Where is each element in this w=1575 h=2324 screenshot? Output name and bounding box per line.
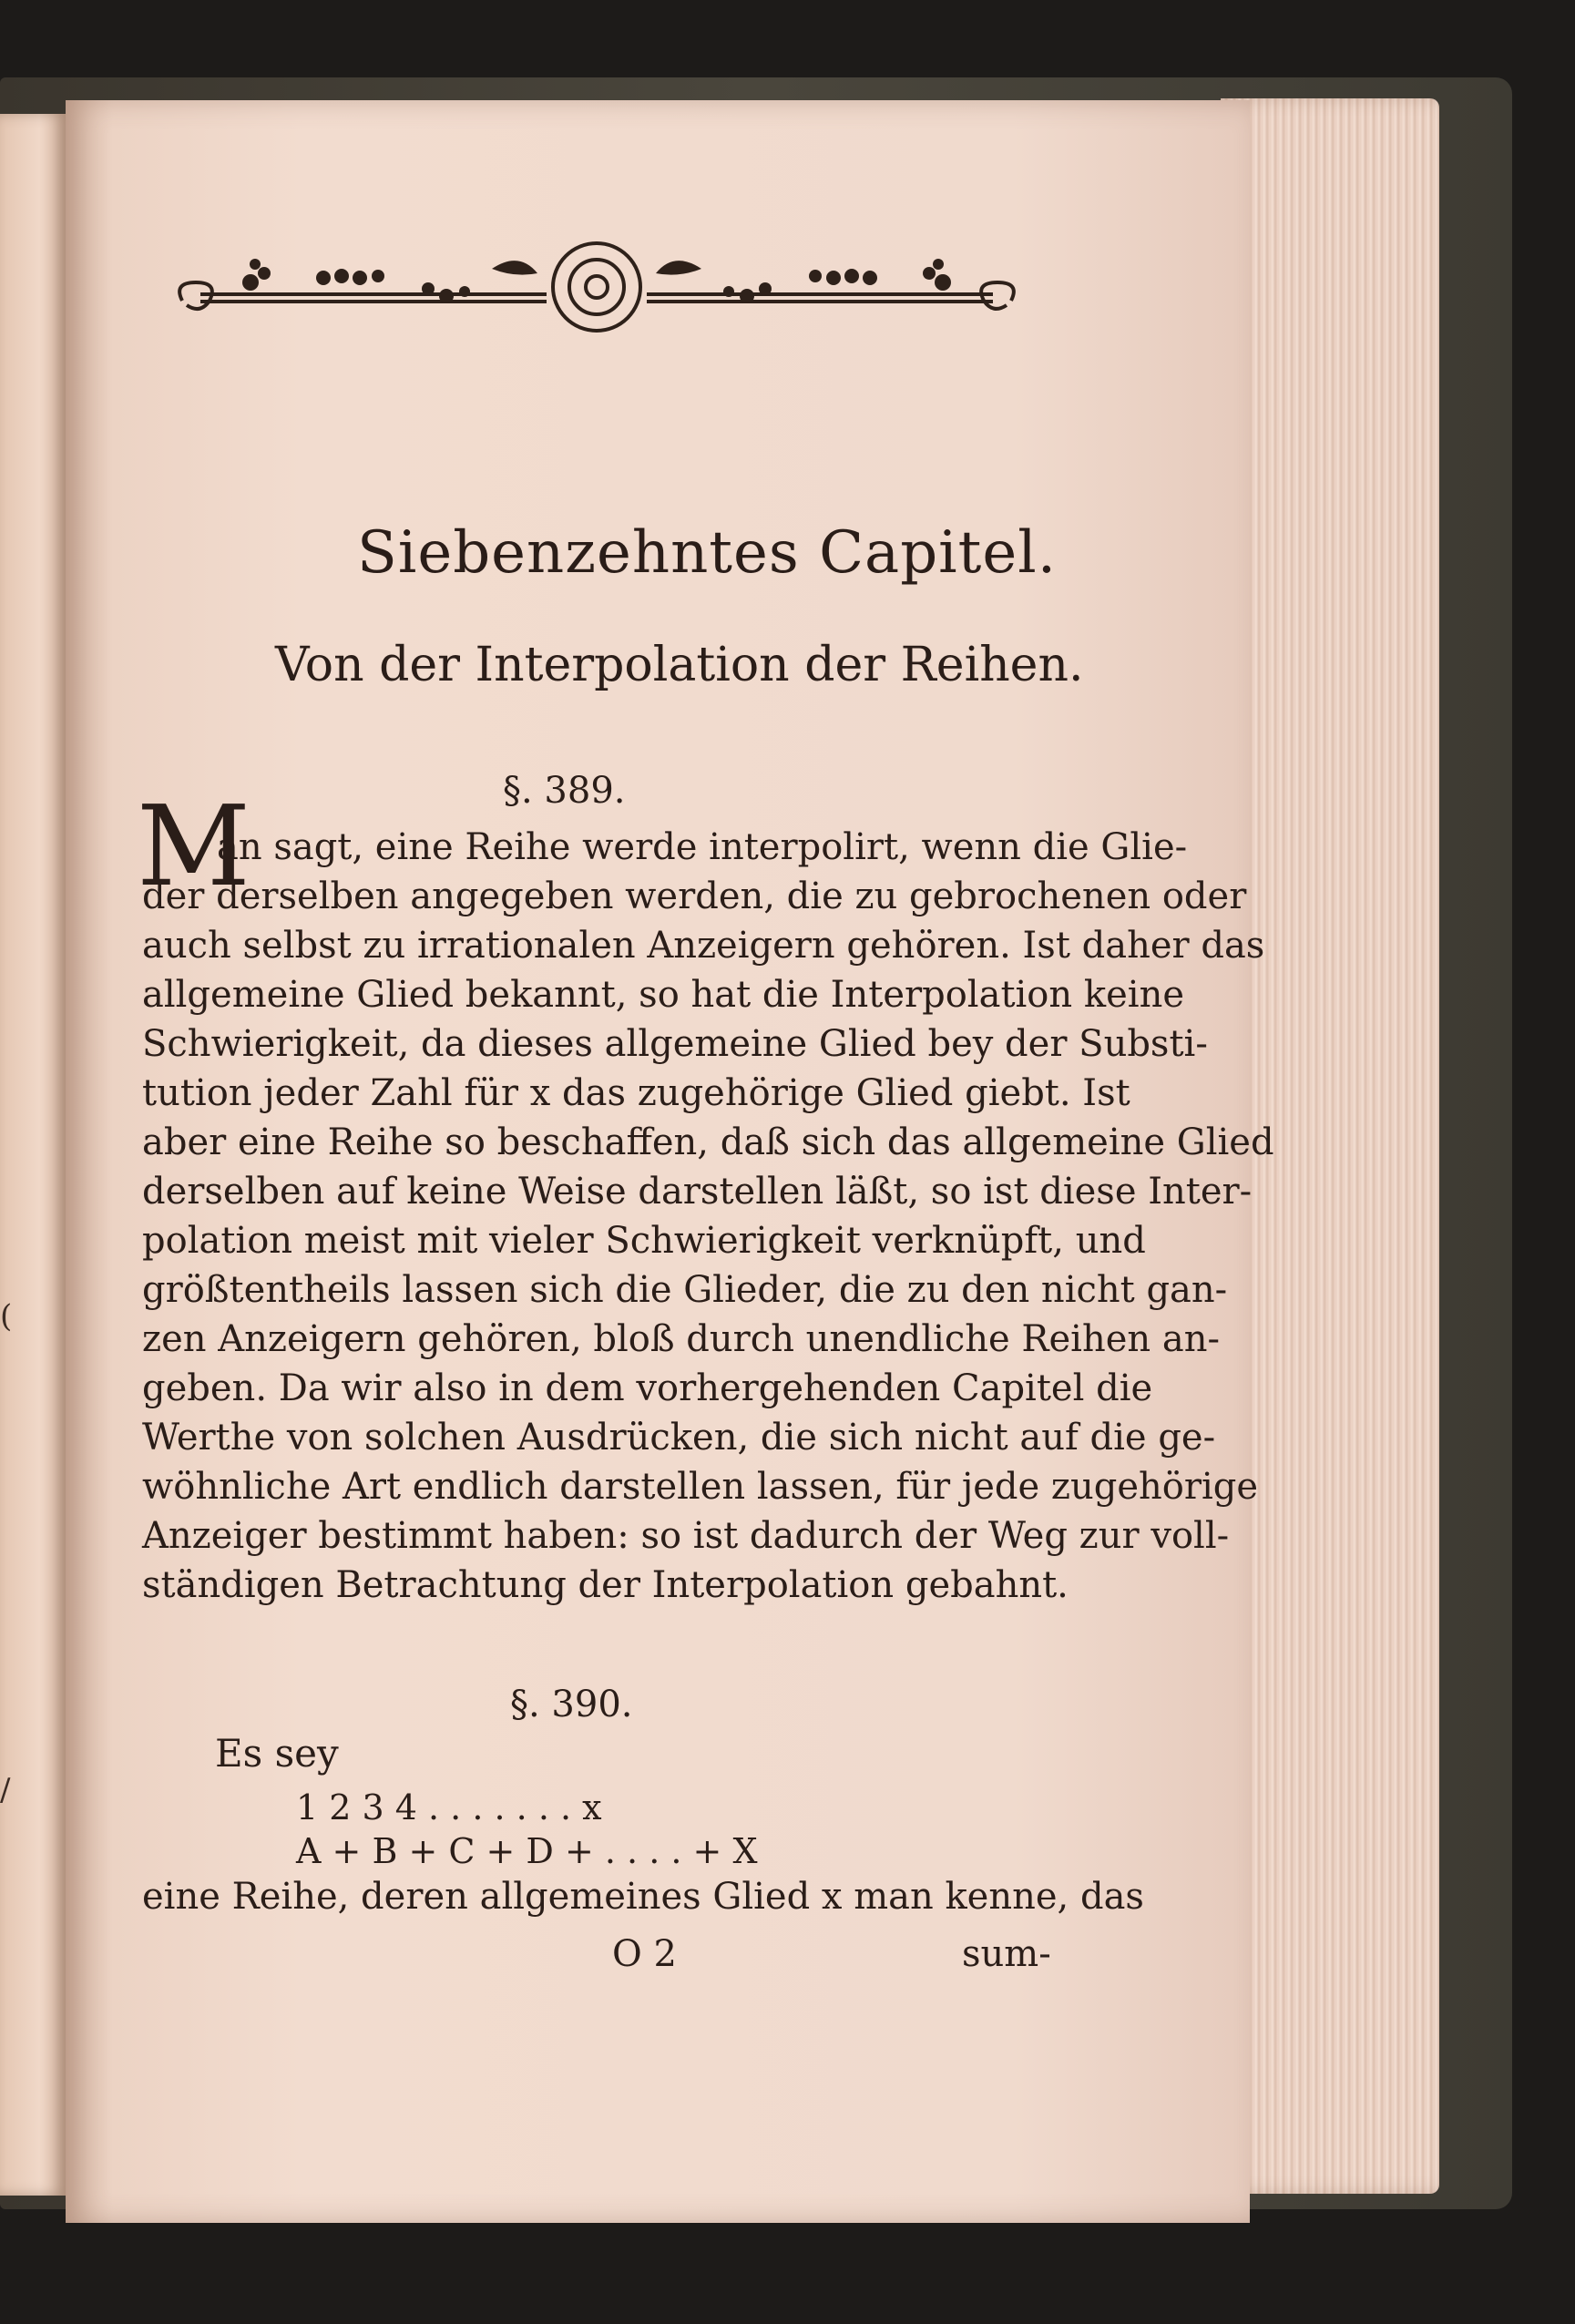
series-row: A + B + C + D + . . . . + X — [296, 1831, 758, 1871]
body-line: aber eine Reihe so beschaffen, daß sich das allgemeine Glied — [142, 1121, 1274, 1163]
index-row: 1 2 3 4 . . . . . . . x — [296, 1787, 602, 1827]
left-page-edge — [0, 114, 66, 2196]
body-line: größtentheils lassen sich die Glieder, die zu den nicht gan- — [142, 1269, 1228, 1311]
floral-ornament — [164, 232, 1029, 342]
left-page-mark: / — [0, 1772, 11, 1808]
signature-mark: O 2 — [612, 1933, 677, 1975]
body-line: polation meist mit vieler Schwierigkeit verknüpft, und — [142, 1220, 1146, 1262]
body-line: Werthe von solchen Ausdrücken, die sich nicht auf die ge- — [142, 1417, 1216, 1459]
body-line: ständigen Betrachtung der Interpolation gebahnt. — [142, 1564, 1069, 1606]
body-line: zen Anzeigern gehören, bloß durch unendliche Reihen an- — [142, 1318, 1220, 1360]
body-line: der derselben angegeben werden, die zu gebrochenen oder — [142, 875, 1247, 917]
body-line: tution jeder Zahl für x das zugehörige Glied giebt. Ist — [142, 1072, 1130, 1114]
chapter-title: Siebenzehntes Capitel. — [357, 519, 1058, 587]
section-number: §. 390. — [510, 1684, 633, 1725]
left-page-mark: ( — [0, 1298, 13, 1335]
section-intro: Es sey — [215, 1731, 339, 1776]
section-number: §. 389. — [503, 770, 626, 812]
chapter-subtitle: Von der Interpolation der Reihen. — [275, 638, 1084, 692]
body-line: wöhnliche Art endlich darstellen lassen, für jede zugehörige — [142, 1466, 1259, 1508]
body-line: Schwierigkeit, da dieses allgemeine Glied bey der Substi- — [142, 1023, 1208, 1065]
body-line: eine Reihe, deren allgemeines Glied x man kenne, das — [142, 1876, 1144, 1918]
body-line: geben. Da wir also in dem vorhergehenden Capitel die — [142, 1367, 1153, 1409]
body-line: an sagt, eine Reihe werde interpolirt, wenn die Glie- — [217, 826, 1188, 868]
drop-cap: M — [137, 782, 251, 911]
body-line: allgemeine Glied bekannt, so hat die Interpolation keine — [142, 974, 1185, 1016]
catchword: sum- — [962, 1933, 1051, 1975]
body-line: Anzeiger bestimmt haben: so ist dadurch der Weg zur voll- — [142, 1515, 1230, 1557]
body-line: auch selbst zu irrationalen Anzeigern gehören. Ist daher das — [142, 925, 1265, 967]
body-line: derselben auf keine Weise darstellen läßt, so ist diese Inter- — [142, 1171, 1253, 1213]
